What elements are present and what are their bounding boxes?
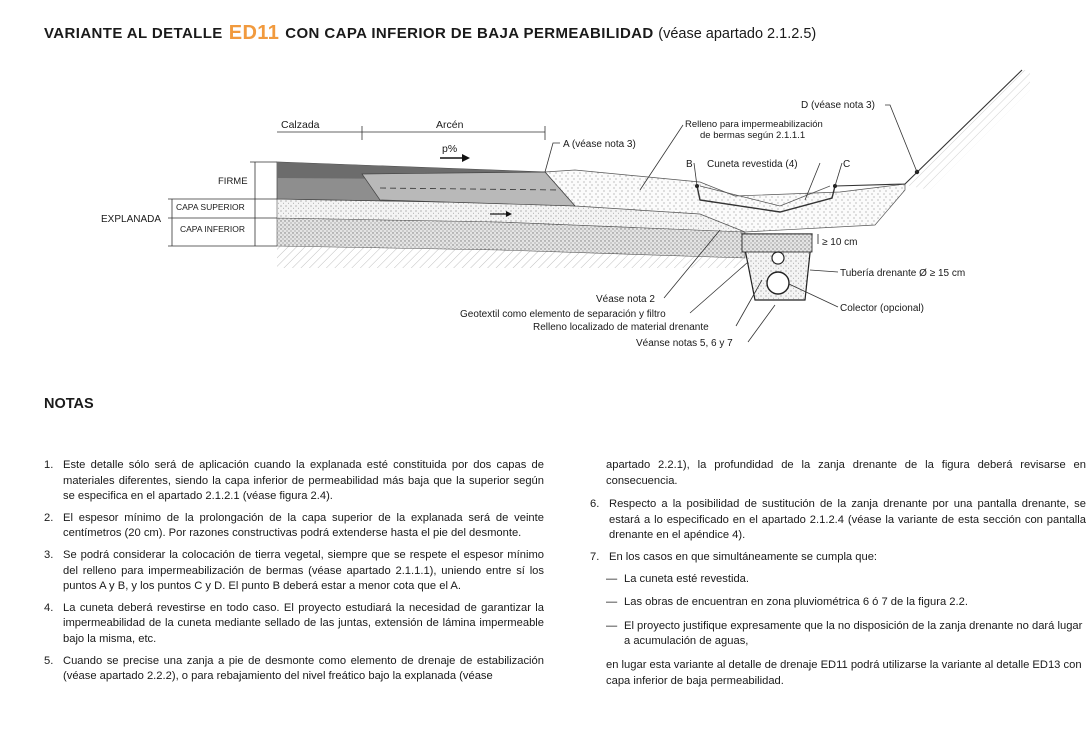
note-text: La cuneta deberá revestirse en todo caso. El proyecto estudiará la necesidad de garantizar la impermeabilidad de la cuneta mediante sellado de las juntas, extensión de lámina impermeable bajo la misma, etc. — [63, 601, 544, 645]
title-prefix: VARIANTE AL DETALLE — [44, 25, 223, 42]
d-nota-label: D (véase nota 3) — [801, 100, 875, 111]
bullet-item — [590, 619, 1086, 650]
title-suffix: CON CAPA INFERIOR DE BAJA PERMEABILIDAD — [285, 25, 654, 42]
note-5-continuation: apartado 2.2.1), la profundidad de la zanja drenante de la figura deberá revisarse en consecuencia. — [606, 459, 1086, 487]
note-7-conclusion: en lugar esta variante al detalle de drenaje ED11 podrá utilizarse la variante al detalle ED13 con capa inferior de baja permeabilidad. — [606, 658, 1082, 687]
note-6 — [590, 497, 1086, 544]
bullet-text: La cuneta esté revestida. — [624, 572, 750, 585]
note-3 — [44, 548, 544, 595]
calzada-label: Calzada — [281, 119, 320, 131]
note-text: Respecto a la posibilidad de sustitución de la zanja drenante por una pantalla drenante, se estará a lo especificado en el apartado 2.1.2.4 (véase la variante de esta sección con pantalla drenante en el apéndice 4). — [609, 498, 1086, 542]
note-5 — [44, 654, 544, 685]
arcen-label: Arcén — [436, 119, 464, 131]
note-number: 7. — [590, 550, 600, 563]
bullet-text: Las obras de encuentran en zona pluviométrica 6 ó 7 de la figura 2.2. — [624, 596, 968, 609]
slope-ground — [905, 70, 1030, 190]
slope-pct-label: p% — [442, 143, 458, 155]
note-number: 6. — [590, 498, 600, 511]
a-nota-label: A (véase nota 3) — [563, 139, 636, 150]
note-number: 4. — [44, 601, 54, 614]
bullet-text: El proyecto justifique expresamente que la no disposición de la zanja drenante no dará lugar a acumulación de aguas, — [624, 619, 1083, 648]
note-text: En los casos en que simultáneamente se cumpla que: — [609, 550, 878, 563]
note-7 — [590, 550, 1086, 566]
bullet-item — [590, 595, 1086, 611]
note-number: 2. — [44, 511, 54, 524]
collector-pipe — [767, 272, 789, 294]
dash-icon: — — [606, 596, 618, 609]
relleno-label-1: Relleno para impermeabilización — [685, 119, 823, 130]
capa-superior-label: CAPA SUPERIOR — [176, 202, 245, 212]
tuberia-label: Tubería drenante Ø ≥ 15 cm — [840, 268, 966, 279]
c-label: C — [843, 159, 851, 170]
title-code: ED11 — [228, 22, 280, 44]
notes-column-left — [44, 458, 544, 691]
dash-icon: — — [606, 572, 618, 585]
note-text: El espesor mínimo de la prolongación de la capa superior de la explanada será de veinte centímetros (20 cm). Por razones constructivas podrá extenderse hasta el pie del desmonte. — [63, 511, 544, 540]
geotextil-label: Geotextil como elemento de separación y filtro — [460, 309, 666, 320]
relleno-label-2: de bermas según 2.1.1.1 — [700, 130, 806, 141]
notes-heading: NOTAS — [44, 396, 94, 412]
vease-nota2-label: Véase nota 2 — [596, 294, 655, 305]
note-4 — [44, 601, 544, 648]
explanada-label: EXPLANADA — [101, 214, 162, 225]
note-1 — [44, 458, 544, 505]
note-2 — [44, 511, 544, 542]
veanse-notas-label: Véanse notas 5, 6 y 7 — [636, 338, 733, 349]
note-number: 3. — [44, 548, 54, 561]
ge10-label: ≥ 10 cm — [822, 237, 858, 248]
bullet-item — [590, 572, 1086, 588]
note-text: Este detalle sólo será de aplicación cuando la explanada esté constituida por dos capas de materiales diferentes, siendo la capa inferior de permeabilidad más baja que la superior según se especifica en el apartado 2.1.2.1 (véase figura 2.4). — [63, 459, 544, 503]
note-number: 5. — [44, 654, 54, 667]
note-text: Cuando se precise una zanja a pie de desmonte como elemento de drenaje de estabilización (véase apartado 2.2.2), o para rebajamiento del nivel freático bajo la explanada (véase — [63, 654, 544, 683]
title-ref: (véase apartado 2.1.2.5) — [658, 26, 817, 42]
notes-column-right — [590, 458, 1086, 689]
b-label: B — [686, 159, 693, 170]
cuneta-label: Cuneta revestida (4) — [707, 159, 798, 170]
drain-pipe — [772, 252, 784, 264]
dash-icon: — — [606, 619, 618, 632]
note-number: 1. — [44, 459, 54, 471]
relleno-localizado-label: Relleno localizado de material drenante — [533, 322, 709, 333]
capa-inferior-label: CAPA INFERIOR — [180, 224, 246, 234]
note-text: Se podrá considerar la colocación de tierra vegetal, siempre que se respete el espesor mínimo del relleno para impermeabilización de bermas (véase apartado 2.1.1.1), uniendo entre sí los puntos A y B, y los puntos C y D. El punto B deberá estar a menor cota que el A. — [63, 548, 544, 593]
colector-label: Colector (opcional) — [840, 303, 924, 314]
firme-label: FIRME — [218, 176, 248, 187]
